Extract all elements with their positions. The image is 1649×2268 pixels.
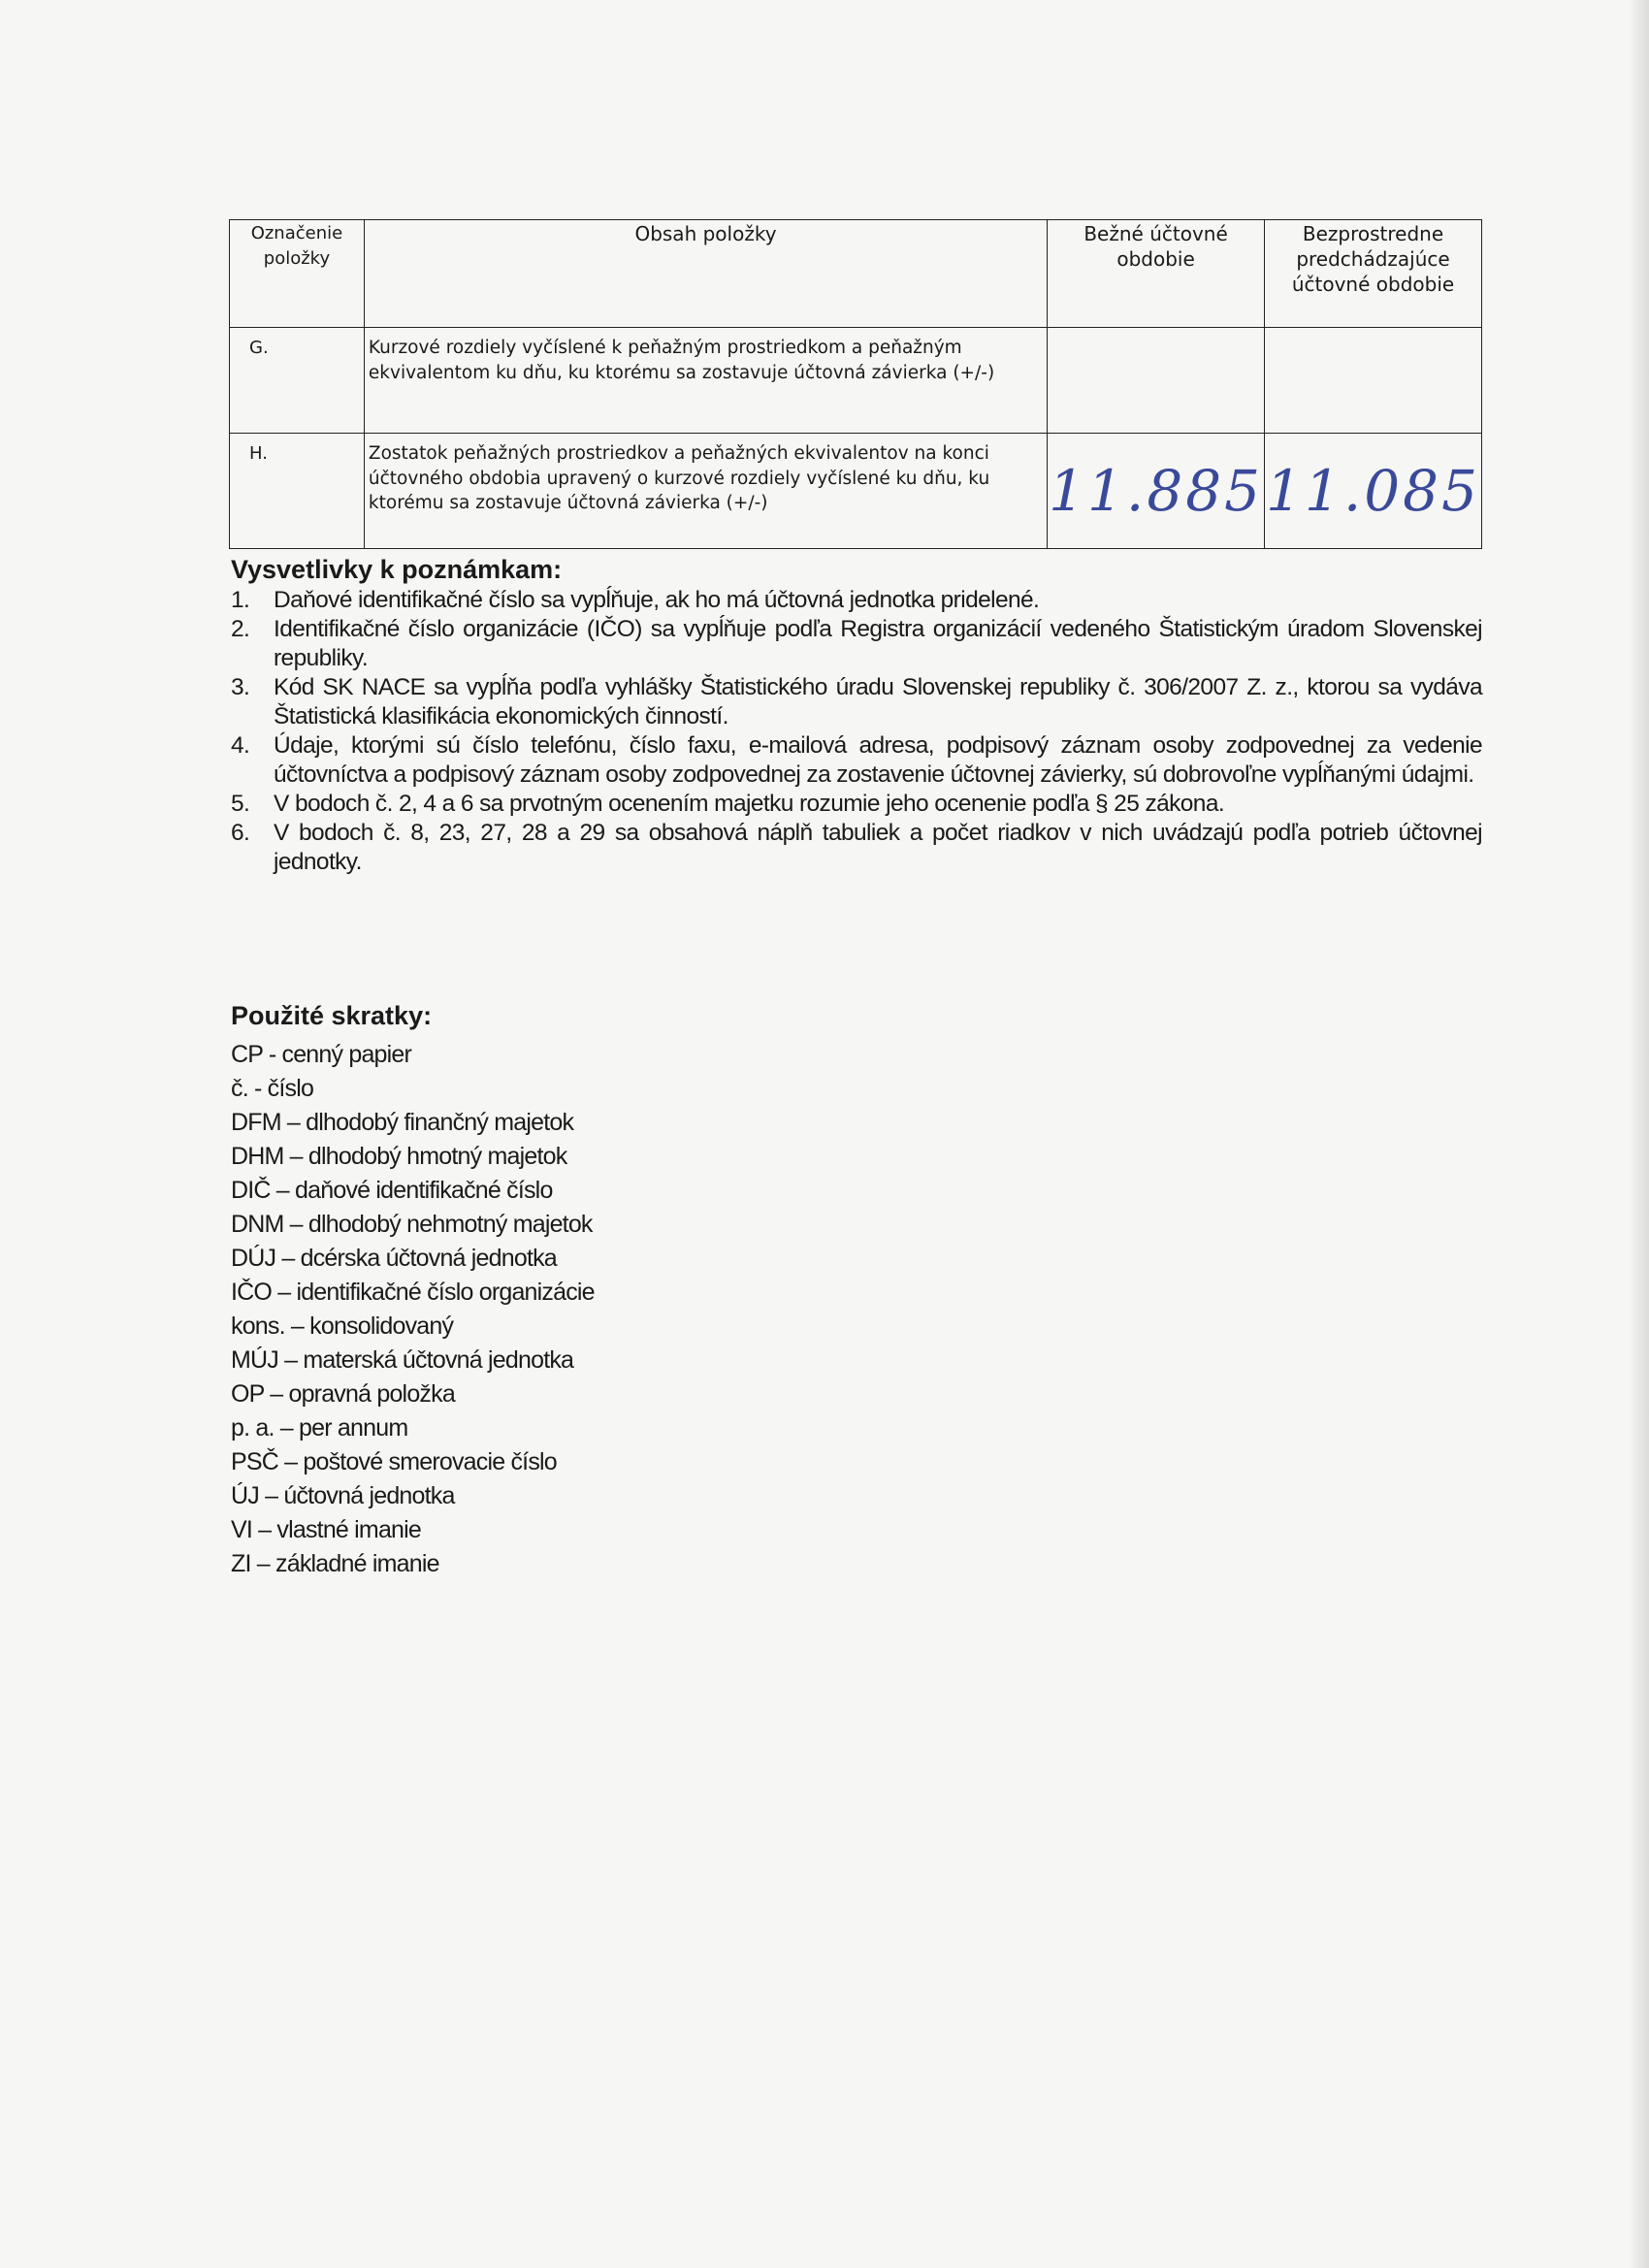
row-content: Kurzové rozdiely vyčíslené k peňažným prostriedkom a peňažným ekvivalentom ku dňu, ku ktorému sa zostavuje účtovná závierka (+/-) (364, 328, 1047, 434)
list-item (231, 790, 1482, 819)
note-number: 4. (231, 732, 250, 759)
note-text: V bodoch č. 8, 23, 27, 28 a 29 sa obsahová náplň tabuliek a počet riadkov v nich uvádzajú podľa potrieb účtovnej jednotky. (274, 820, 1482, 875)
row-previous-value (1265, 328, 1482, 434)
note-text: Daňové identifikačné číslo sa vypĺňuje, ak ho má účtovná jednotka pridelené. (274, 587, 1040, 613)
list-item (231, 615, 1482, 673)
row-content: Zostatok peňažných prostriedkov a peňažných ekvivalentov na konci účtovného obdobia upravený o kurzové rozdiely vyčíslené ku dňu, ku ktorému sa zostavuje účtovná závierka (+/-) (364, 434, 1047, 549)
note-text: Identifikačné číslo organizácie (IČO) sa vypĺňuje podľa Registra organizácií vedeného Štatistickým úradom Slovenskej republiky. (274, 616, 1482, 671)
note-number: 2. (231, 616, 250, 642)
abbreviations-section (231, 999, 813, 1581)
table-header-row (230, 220, 1482, 328)
list-item: ÚJ – účtovná jednotka (231, 1482, 455, 1509)
list-item: p. a. – per annum (231, 1414, 408, 1442)
row-code: G. (230, 328, 365, 434)
list-item: PSČ – poštové smerovacie číslo (231, 1448, 557, 1475)
notes-list (231, 586, 1482, 877)
list-item (231, 673, 1482, 731)
list-item (231, 586, 1482, 615)
list-item: MÚJ – materská účtovná jednotka (231, 1346, 574, 1374)
list-item: č. - číslo (231, 1075, 314, 1102)
table-row (230, 434, 1482, 549)
list-item (231, 731, 1482, 790)
abbreviations-list (231, 1038, 813, 1581)
header-previous-period: Bezprostredne predchádzajúce účtovné obdobie (1265, 220, 1482, 328)
row-current-value (1048, 328, 1265, 434)
notes-heading: Vysvetlivky k poznámkam: (231, 555, 563, 584)
note-number: 6. (231, 820, 250, 846)
list-item: ZI – základné imanie (231, 1550, 439, 1577)
note-number: 3. (231, 674, 250, 700)
note-number: 1. (231, 587, 250, 613)
abbreviations-heading: Použité skratky: (231, 1001, 433, 1030)
row-current-value: 11.885 (1048, 434, 1265, 549)
header-current-period: Bežné účtovné obdobie (1048, 220, 1265, 328)
note-text: Kód SK NACE sa vypĺňa podľa vyhlášky Štatistického úradu Slovenskej republiky č. 306/2007 Z. z., ktorou sa vydáva Štatistická klasifikácia ekonomických činností. (274, 674, 1482, 729)
page-edge-shadow (1628, 0, 1649, 2268)
row-previous-value: 11.085 (1265, 434, 1482, 549)
list-item: DNM – dlhodobý nehmotný majetok (231, 1211, 593, 1238)
cash-flow-table (229, 219, 1482, 549)
list-item: DÚJ – dcérska účtovná jednotka (231, 1245, 557, 1272)
header-code: Označenie položky (230, 220, 365, 328)
list-item: IČO – identifikačné číslo organizácie (231, 1279, 595, 1306)
list-item: VI – vlastné imanie (231, 1516, 422, 1543)
note-number: 5. (231, 791, 250, 817)
table-row (230, 328, 1482, 434)
note-text: V bodoch č. 2, 4 a 6 sa prvotným ocenením majetku rozumie jeho ocenenie podľa § 25 zákona. (274, 791, 1225, 817)
list-item (231, 819, 1482, 877)
row-code: H. (230, 434, 365, 549)
list-item: DFM – dlhodobý finančný majetok (231, 1109, 574, 1136)
list-item: DIČ – daňové identifikačné číslo (231, 1177, 553, 1204)
list-item: CP - cenný papier (231, 1041, 412, 1068)
list-item: kons. – konsolidovaný (231, 1312, 454, 1340)
list-item: OP – opravná položka (231, 1380, 455, 1408)
note-text: Údaje, ktorými sú číslo telefónu, číslo faxu, e-mailová adresa, podpisový záznam osoby zodpovednej za vedenie účtovníctva a podpisový záznam osoby zodpovednej za zostavenie účtovnej závierky, sú dobrovoľne vypĺňanými údajmi. (274, 732, 1482, 788)
list-item: DHM – dlhodobý hmotný majetok (231, 1143, 567, 1170)
notes-section (231, 553, 1482, 877)
header-content: Obsah položky (364, 220, 1047, 328)
